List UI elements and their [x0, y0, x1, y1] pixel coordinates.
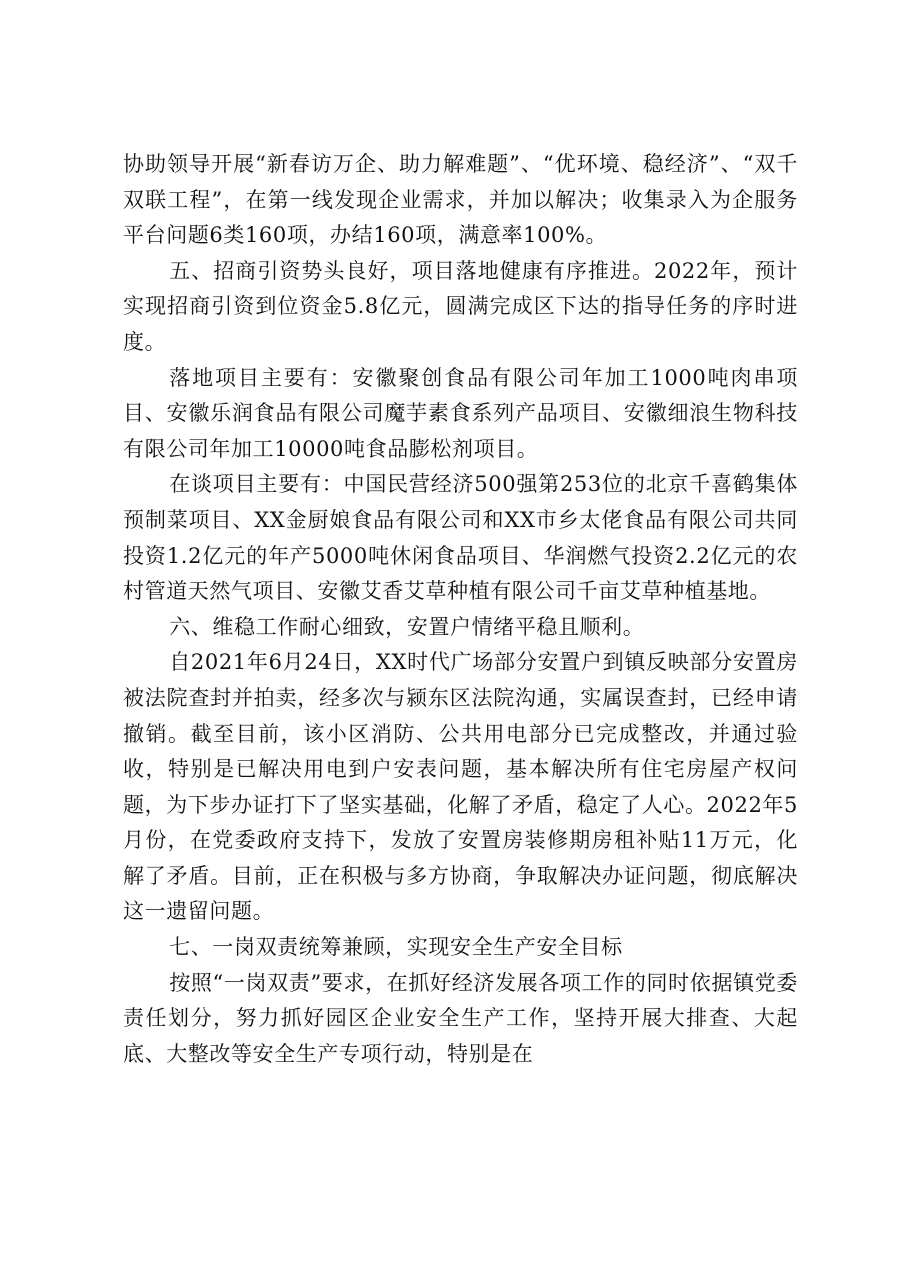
paragraph-projects-under-negotiation: 在谈项目主要有：中国民营经济500强第253位的北京千喜鹤集体预制菜项目、XX金厨娘食品有限公司和XX市乡太佬食品有限公司共同投资1.2亿元的年产5000吨休闲食品项目、华润燃气投资2.2亿元的农村管道天然气项目、安徽艾香艾草种植有限公司千亩艾草种植基地。	[123, 472, 798, 604]
paragraph-section-five-heading: 五、招商引资势头良好，项目落地健康有序推进。2022年，预计实现招商引资到位资金5.8亿元，圆满完成区下达的指导任务的序时进度。	[123, 258, 798, 354]
paragraph-landed-projects: 落地项目主要有：安徽聚创食品有限公司年加工1000吨肉串项目、安徽乐润食品有限公司魔芋素食系列产品项目、安徽细浪生物科技有限公司年加工10000吨食品膨松剂项目。	[123, 365, 798, 461]
paragraph-safety-production: 按照“一岗双责”要求，在抓好经济发展各项工作的同时依据镇党委责任划分，努力抓好园区企业安全生产工作，坚持开展大排查、大起底、大整改等安全生产专项行动，特别是在	[123, 970, 798, 1066]
document-body	[123, 147, 798, 1072]
paragraph-resettlement-details: 自2021年6月24日，XX时代广场部分安置户到镇反映部分安置房被法院查封并拍卖，经多次与颍东区法院沟通，实属误查封，已经申请撤销。截至目前，该小区消防、公共用电部分已完成整改，并通过验收，特别是已解决用电到户安表问题，基本解决所有住宅房屋产权问题，为下步办证打下了坚实基础，化解了矛盾，稳定了人心。2022年5月份，在党委政府支持下，发放了安置房装修期房租补贴11万元，化解了矛盾。目前，正在积极与多方协商，争取解决办证问题，彻底解决这一遗留问题。	[123, 650, 798, 924]
paragraph-section-six-heading: 六、维稳工作耐心细致，安置户情绪平稳且顺利。	[169, 614, 645, 639]
paragraph-section-seven-heading: 七、一岗双责统筹兼顾，实现安全生产安全目标	[169, 935, 623, 960]
paragraph-continuation: 协助领导开展“新春访万企、助力解难题”、“优环境、稳经济”、“双千双联工程”，在第一线发现企业需求，并加以解决；收集录入为企服务平台问题6类160项，办结160项，满意率100%。	[123, 152, 798, 248]
